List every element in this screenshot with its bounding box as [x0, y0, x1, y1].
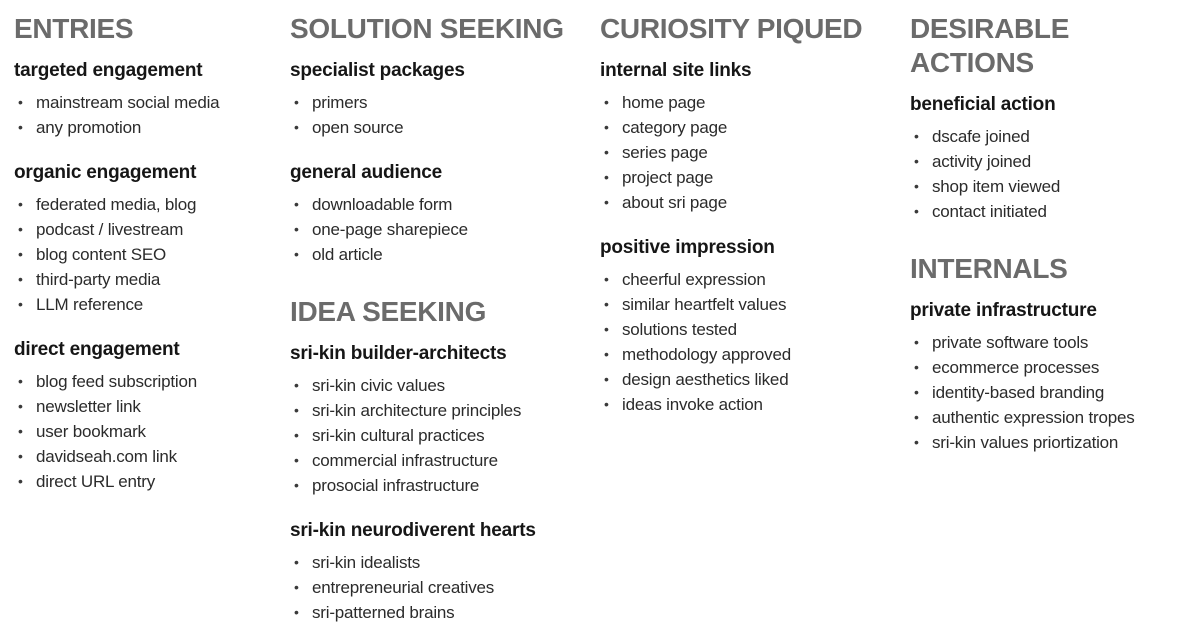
list-item-text: entrepreneurial creatives — [312, 578, 495, 597]
list-item — [14, 267, 276, 292]
list-item-text: authentic expression tropes — [932, 408, 1135, 427]
list-item-text: davidseah.com link — [36, 447, 177, 466]
group-title: organic engagement — [14, 162, 197, 183]
column-solution-seeking — [290, 12, 590, 643]
list-item-text: federated media, blog — [36, 195, 197, 214]
list-item — [600, 367, 900, 392]
section-heading-desirable-actions: DESIRABLE ACTIONS — [910, 13, 1070, 78]
bullet-marker: • — [294, 94, 299, 110]
bullet-marker: • — [604, 371, 609, 387]
bullet-marker: • — [294, 246, 299, 262]
list-item-text: category page — [622, 118, 728, 137]
list-item — [290, 398, 590, 423]
bullet-marker: • — [914, 409, 919, 425]
group-organic-engagement — [14, 161, 276, 317]
list-item — [14, 217, 276, 242]
list-item — [290, 448, 590, 473]
list-item — [600, 140, 900, 165]
group-specialist-packages — [290, 59, 590, 140]
group-sri-kin-builder-architects — [290, 342, 590, 498]
list-item — [14, 369, 276, 394]
bullet-marker: • — [18, 271, 23, 287]
bullet-marker: • — [294, 554, 299, 570]
group-title: general audience — [290, 162, 443, 183]
column-desirable-actions — [910, 12, 1194, 476]
list-item — [14, 192, 276, 217]
list-item-text: blog feed subscription — [36, 372, 197, 391]
list-item — [14, 469, 276, 494]
bullet-marker: • — [294, 427, 299, 443]
bullet-marker: • — [18, 448, 23, 464]
bullet-marker: • — [18, 398, 23, 414]
group-title: targeted engagement — [14, 60, 203, 81]
list-item-text: shop item viewed — [932, 177, 1061, 196]
bullet-marker: • — [18, 119, 23, 135]
list-item — [290, 115, 590, 140]
list-item — [910, 124, 1194, 149]
group-title: sri-kin builder-architects — [290, 343, 507, 364]
bullet-marker: • — [604, 321, 609, 337]
bullet-marker: • — [914, 128, 919, 144]
column-curiosity-piqued — [600, 12, 900, 438]
list-item — [600, 267, 900, 292]
list-item-text: primers — [312, 93, 368, 112]
list-item — [290, 575, 590, 600]
list-item-text: podcast / livestream — [36, 220, 184, 239]
bullet-marker: • — [18, 423, 23, 439]
list-item-text: contact initiated — [932, 202, 1047, 221]
list-item — [290, 90, 590, 115]
bullet-marker: • — [294, 402, 299, 418]
list-item — [910, 330, 1194, 355]
list-item-text: project page — [622, 168, 714, 187]
list-item — [600, 342, 900, 367]
list-item-text: private software tools — [932, 333, 1089, 352]
bullet-marker: • — [18, 373, 23, 389]
bullet-marker: • — [914, 153, 919, 169]
list-item-text: mainstream social media — [36, 93, 220, 112]
section-heading-entries: ENTRIES — [14, 13, 134, 44]
group-title: positive impression — [600, 237, 775, 258]
list-item — [600, 115, 900, 140]
bullet-marker: • — [294, 579, 299, 595]
list-item — [14, 419, 276, 444]
list-item — [290, 217, 590, 242]
section-heading-curiosity-piqued: CURIOSITY PIQUED — [600, 13, 863, 44]
list-item-text: sri-kin architecture principles — [312, 401, 522, 420]
list-item — [910, 149, 1194, 174]
list-item-text: similar heartfelt values — [622, 295, 787, 314]
list-item-text: downloadable form — [312, 195, 453, 214]
group-direct-engagement — [14, 338, 276, 494]
list-item — [600, 292, 900, 317]
bullet-marker: • — [294, 119, 299, 135]
group-private-infrastructure — [910, 299, 1194, 455]
group-title: specialist packages — [290, 60, 465, 81]
list-item — [290, 373, 590, 398]
bullet-marker: • — [604, 144, 609, 160]
bullet-marker: • — [294, 196, 299, 212]
bullet-marker: • — [604, 271, 609, 287]
list-item — [290, 423, 590, 448]
list-item — [14, 394, 276, 419]
list-item-text: sri-kin civic values — [312, 376, 445, 395]
list-item — [910, 380, 1194, 405]
list-item-text: cheerful expression — [622, 270, 766, 289]
section-heading-idea-seeking: IDEA SEEKING — [290, 296, 487, 327]
list-item-text: methodology approved — [622, 345, 791, 364]
bullet-marker: • — [604, 119, 609, 135]
group-title: direct engagement — [14, 339, 180, 360]
list-item-text: sri-kin values priortization — [932, 433, 1119, 452]
section-heading-solution-seeking: SOLUTION SEEKING — [290, 13, 564, 44]
group-targeted-engagement — [14, 59, 276, 140]
group-title: private infrastructure — [910, 300, 1097, 321]
group-general-audience — [290, 161, 590, 267]
group-title: internal site links — [600, 60, 752, 81]
bullet-marker: • — [604, 296, 609, 312]
bullet-marker: • — [914, 359, 919, 375]
bullet-marker: • — [18, 94, 23, 110]
bullet-marker: • — [914, 203, 919, 219]
section-heading-internals: INTERNALS — [910, 253, 1068, 284]
list-item-text: any promotion — [36, 118, 142, 137]
bullet-marker: • — [604, 169, 609, 185]
list-item — [290, 473, 590, 498]
group-beneficial-action — [910, 93, 1194, 224]
list-item-text: user bookmark — [36, 422, 146, 441]
list-item-text: dscafe joined — [932, 127, 1030, 146]
list-item-text: solutions tested — [622, 320, 737, 339]
list-item — [14, 90, 276, 115]
bullet-marker: • — [294, 604, 299, 620]
list-item — [910, 355, 1194, 380]
list-item — [14, 444, 276, 469]
bullet-marker: • — [914, 334, 919, 350]
list-item — [14, 115, 276, 140]
list-item — [290, 242, 590, 267]
column-entries — [14, 12, 276, 515]
list-item-text: about sri page — [622, 193, 727, 212]
list-item-text: LLM reference — [36, 295, 144, 314]
list-item — [910, 199, 1194, 224]
list-item-text: ecommerce processes — [932, 358, 1100, 377]
list-item-text: identity-based branding — [932, 383, 1105, 402]
bullet-marker: • — [294, 221, 299, 237]
list-item-text: third-party media — [36, 270, 161, 289]
group-title: beneficial action — [910, 94, 1056, 115]
list-item — [290, 550, 590, 575]
bullet-marker: • — [604, 194, 609, 210]
list-item-text: sri-patterned brains — [312, 603, 455, 622]
bullet-marker: • — [914, 384, 919, 400]
list-item — [290, 192, 590, 217]
bullet-marker: • — [604, 396, 609, 412]
list-item — [14, 292, 276, 317]
bullet-marker: • — [914, 434, 919, 450]
list-item — [600, 90, 900, 115]
bullet-marker: • — [18, 473, 23, 489]
bullet-marker: • — [914, 178, 919, 194]
list-item — [600, 317, 900, 342]
bullet-marker: • — [18, 221, 23, 237]
bullet-marker: • — [604, 346, 609, 362]
group-positive-impression — [600, 236, 900, 417]
list-item-text: sri-kin cultural practices — [312, 426, 485, 445]
bullet-marker: • — [604, 94, 609, 110]
bullet-marker: • — [294, 377, 299, 393]
list-item-text: design aesthetics liked — [622, 370, 789, 389]
list-item-text: blog content SEO — [36, 245, 167, 264]
bullet-marker: • — [18, 196, 23, 212]
list-item-text: prosocial infrastructure — [312, 476, 480, 495]
list-item-text: direct URL entry — [36, 472, 155, 491]
list-item — [910, 174, 1194, 199]
list-item-text: ideas invoke action — [622, 395, 763, 414]
list-item-text: one-page sharepiece — [312, 220, 468, 239]
list-item — [910, 430, 1194, 455]
list-item-text: sri-kin idealists — [312, 553, 421, 572]
bullet-marker: • — [18, 246, 23, 262]
group-internal-site-links — [600, 59, 900, 215]
group-sri-kin-neurodiverent-hearts — [290, 519, 590, 625]
list-item — [290, 600, 590, 625]
list-item-text: activity joined — [932, 152, 1032, 171]
list-item — [14, 242, 276, 267]
bullet-marker: • — [294, 452, 299, 468]
list-item-text: home page — [622, 93, 706, 112]
bullet-marker: • — [294, 477, 299, 493]
list-item-text: commercial infrastructure — [312, 451, 498, 470]
group-title: sri-kin neurodiverent hearts — [290, 520, 536, 541]
list-item-text: open source — [312, 118, 404, 137]
list-item — [600, 165, 900, 190]
bullet-marker: • — [18, 296, 23, 312]
list-item — [600, 392, 900, 417]
list-item-text: old article — [312, 245, 383, 264]
list-item-text: newsletter link — [36, 397, 141, 416]
list-item-text: series page — [622, 143, 708, 162]
list-item — [910, 405, 1194, 430]
list-item — [600, 190, 900, 215]
